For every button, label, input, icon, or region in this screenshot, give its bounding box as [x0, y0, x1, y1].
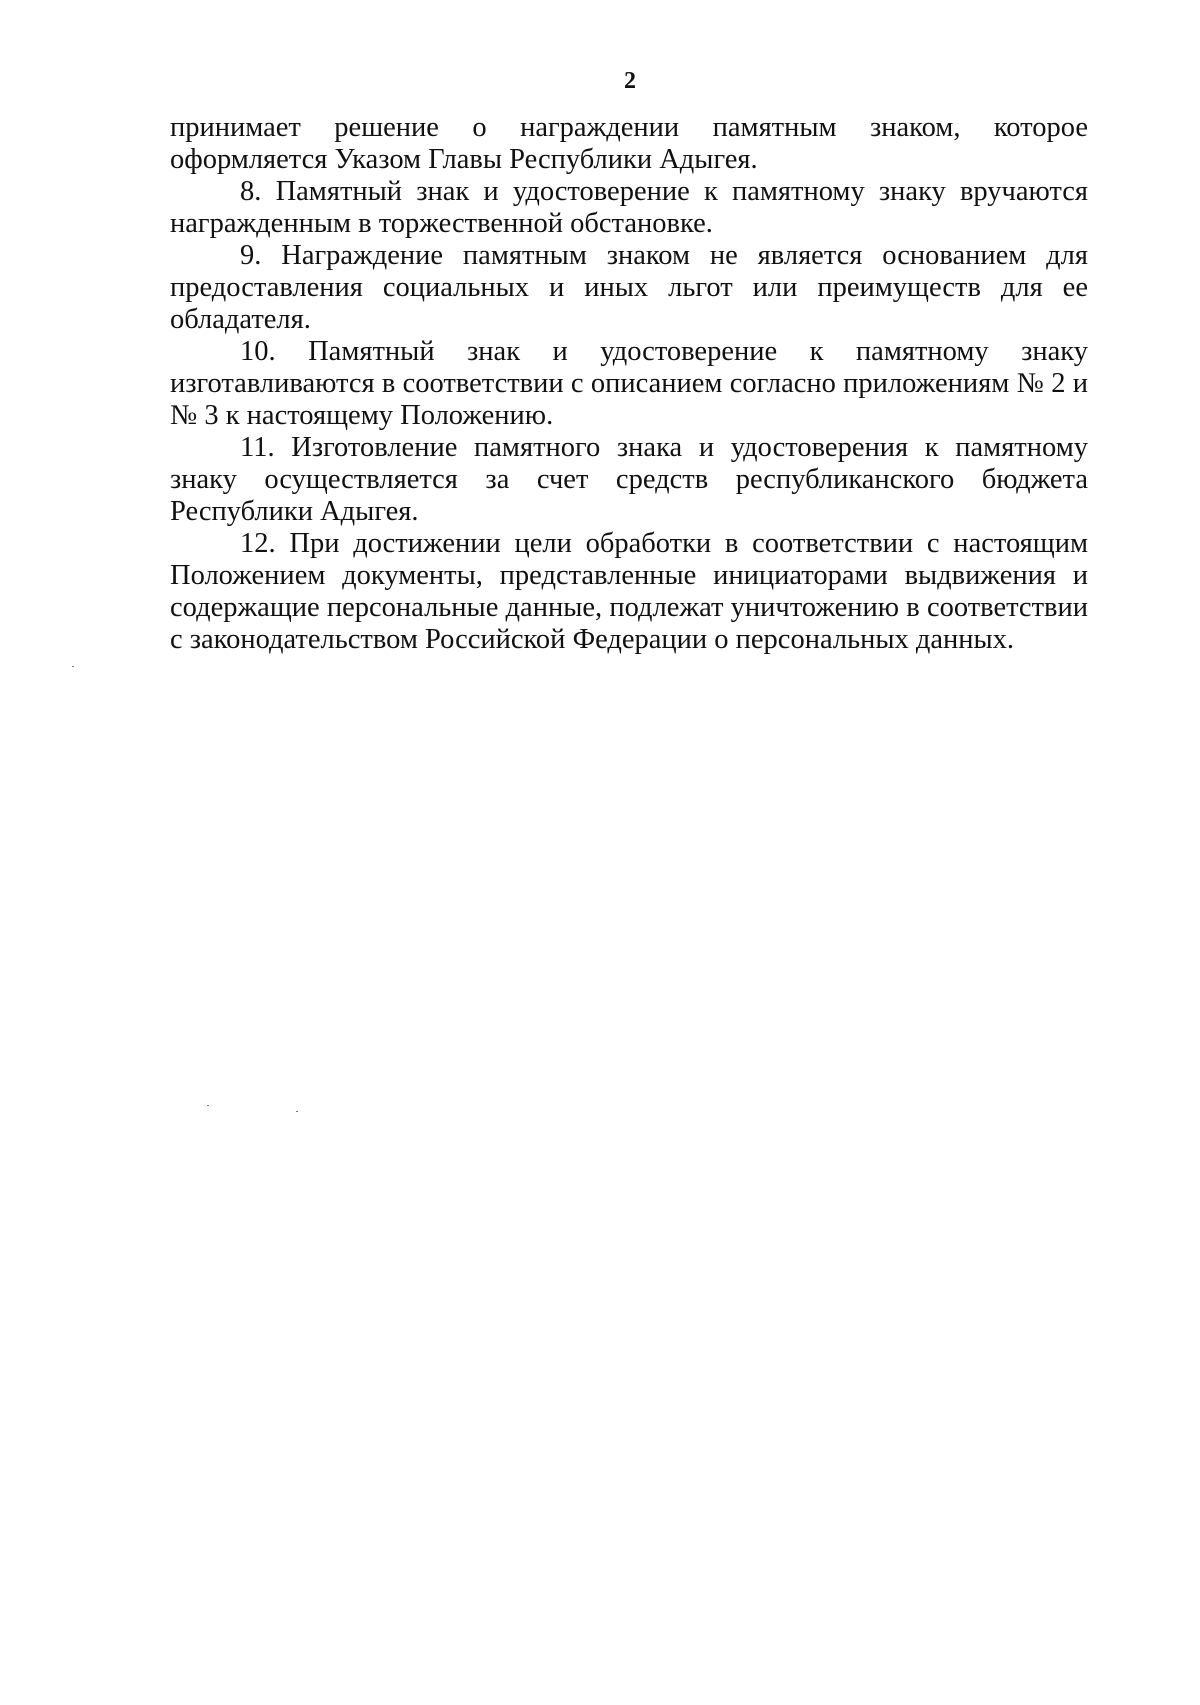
document-body — [170, 112, 1088, 656]
paragraph-item-9: 9. Награждение памятным знаком не является основанием для предоставления социальных и иных льгот или преимуществ для ее обладателя. — [170, 240, 1088, 335]
paragraph-item-12: 12. При достижении цели обработки в соответствии с настоящим Положением документы, представленные инициаторами выдвижения и содержащие персональные данные, подлежат уничтожению в соответствии с законодательством Российской Федерации о персональных данных. — [170, 528, 1088, 655]
paragraph-item-8: 8. Памятный знак и удостоверение к памятному знаку вручаются награжденным в торжественной обстановке. — [170, 176, 1088, 239]
paragraph-continuation: принимает решение о награждении памятным знаком, которое оформляется Указом Главы Республики Адыгея. — [170, 112, 1088, 175]
scan-speck — [72, 666, 74, 667]
paragraph-item-10: 10. Памятный знак и удостоверение к памятному знаку изготавливаются в соответствии с описанием согласно приложениям № 2 и № 3 к настоящему Положению. — [170, 336, 1088, 431]
scan-speck — [296, 1111, 298, 1112]
paragraph-item-11: 11. Изготовление памятного знака и удостоверения к памятному знаку осуществляется за счет средств республиканского бюджета Республики Адыгея. — [170, 432, 1088, 527]
scan-speck — [207, 1105, 209, 1106]
page-number: 2 — [624, 68, 636, 94]
